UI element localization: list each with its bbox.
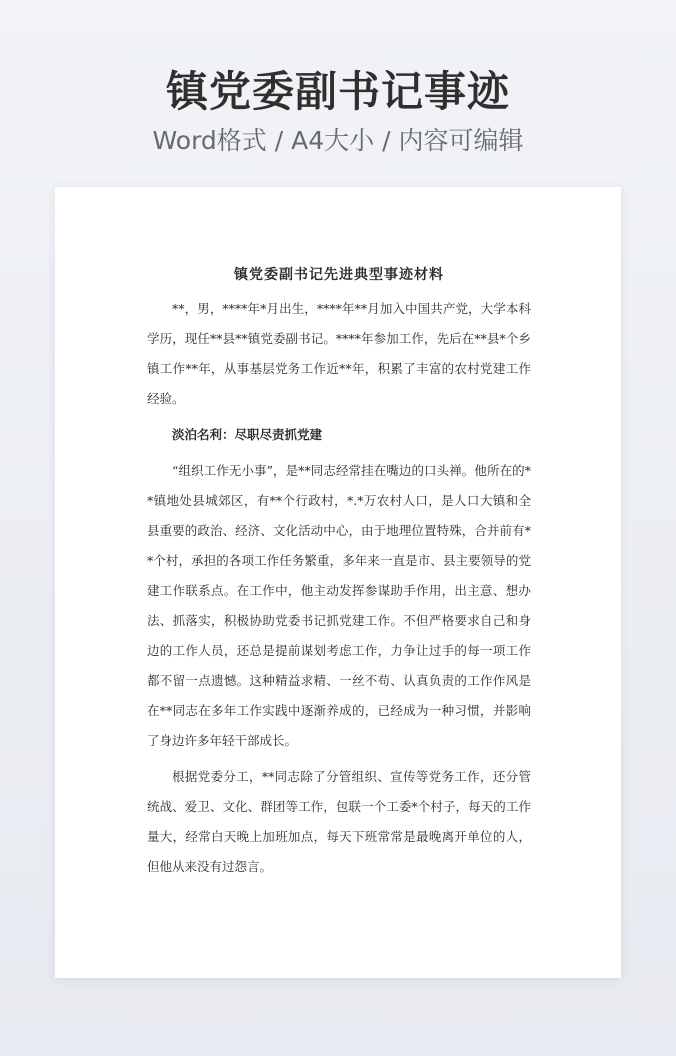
document-body — [147, 265, 531, 888]
paragraph-intro: **，男，****年*月出生，****年**月加入中国共产党，大学本科学历，现任**县**镇党委副书记。****年参加工作，先后在**县*个乡镇工作**年，从事基层党务工作近**年，积累了丰富的农村党建工作经验。 — [147, 301, 531, 406]
page-header — [0, 62, 676, 158]
section-heading: 淡泊名利：尽职尽责抓党建 — [172, 427, 323, 442]
page-subtitle: Word格式 / A4大小 / 内容可编辑 — [152, 126, 524, 155]
paragraph-responsibilities: 根据党委分工，**同志除了分管组织、宣传等党务工作，还分管统战、爱卫、文化、群团等工作，包联一个工委*个村子，每天的工作量大，经常白天晚上加班加点，每天下班常常是最晚离开单位的人，但他从来没有过怨言。 — [147, 769, 531, 874]
document-title: 镇党委副书记先进典型事迹材料 — [234, 267, 444, 283]
document-page — [55, 187, 621, 978]
paragraph-organization-work: “组织工作无小事”，是**同志经常挂在嘴边的口头禅。他所在的**镇地处县城郊区，有**个行政村，*.*万农村人口，是人口大镇和全县重要的政治、经济、文化活动中心，由于地理位置特殊，合并前有**个村，承担的各项工作任务繁重，多年来一直是市、县主要领导的党建工作联系点。在工作中，他主动发挥参谋助手作用，出主意、想办法、抓落实，积极协助党委书记抓党建工作。不但严格要求自己和身边的工作人员，还总是提前谋划考虑工作，力争让过手的每一项工作都不留一点遗憾。这种精益求精、一丝不苟、认真负责的工作作风是在**同志在多年工作实践中逐渐养成的，已经成为一种习惯，并影响了身边许多年轻干部成长。 — [147, 463, 531, 748]
page-title: 镇党委副书记事迹 — [165, 67, 510, 116]
